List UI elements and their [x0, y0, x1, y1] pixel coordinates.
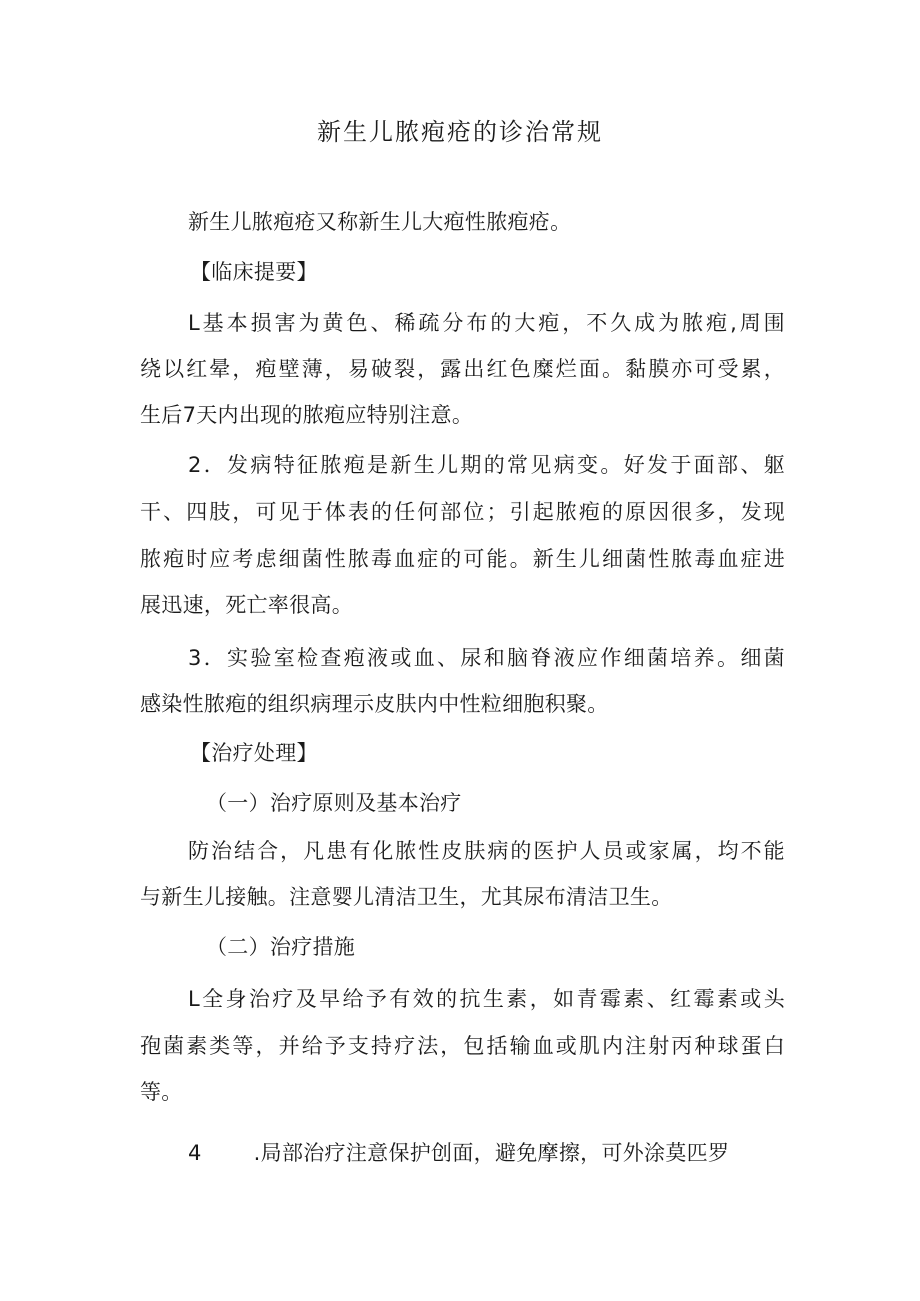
section-heading-treatment: 【治疗处理】 — [190, 741, 318, 765]
paragraph-2-line-4: 展迅速，死亡率很高。 — [140, 593, 353, 617]
list-number: 4 — [188, 1141, 202, 1165]
paragraph-1-line-3: 生后7天内出现的脓疱应特别注意。 — [140, 403, 474, 427]
paragraph-5-line-1: L全身治疗及早给予有效的抗生素，如青霉素、红霉素或头 — [188, 987, 785, 1011]
subheading-principles: （一）治疗原则及基本治疗 — [206, 791, 462, 815]
document-title: 新生儿脓疱疮的诊治常规 — [317, 118, 603, 146]
paragraph-4-line-1: 防治结合，凡患有化脓性皮肤病的医护人员或家属，均不能 — [188, 839, 785, 863]
subheading-measures: （二）治疗措施 — [206, 935, 356, 959]
paragraph-3-line-1: 3．实验室检查疱液或血、尿和脑脊液应作细菌培养。细菌 — [188, 646, 785, 670]
section-heading-clinical: 【临床提要】 — [190, 260, 318, 284]
paragraph-1-line-1: L基本损害为黄色、稀疏分布的大疱，不久成为脓疱,周围 — [188, 311, 785, 335]
paragraph-5-line-3: 等。 — [140, 1080, 183, 1104]
paragraph-5-line-2: 孢菌素类等，并给予支持疗法，包括输血或肌内注射丙种球蛋白 — [140, 1034, 785, 1058]
paragraph-2-line-1: 2．发病特征脓疱是新生儿期的常见病变。好发于面部、躯 — [188, 453, 785, 477]
paragraph-6-text: .局部治疗注意保护创面，避免摩擦，可外涂莫匹罗 — [253, 1141, 730, 1165]
intro-paragraph: 新生儿脓疱疮又称新生儿大疱性脓疱疮。 — [188, 210, 572, 234]
paragraph-6-line-1 — [188, 1138, 785, 1168]
paragraph-2-line-3: 脓疱时应考虑细菌性脓毒血症的可能。新生儿细菌性脓毒血症进 — [140, 547, 785, 571]
paragraph-3-line-2: 感染性脓疱的组织病理示皮肤内中性粒细胞积聚。 — [140, 692, 609, 716]
paragraph-1-line-2: 绕以红晕，疱壁薄，易破裂，露出红色糜烂面。黏膜亦可受累， — [140, 357, 785, 381]
paragraph-4-line-2: 与新生儿接触。注意婴儿清洁卫生，尤其尿布清洁卫生。 — [140, 885, 673, 909]
paragraph-2-line-2: 干、四肢，可见于体表的任何部位；引起脓疱的原因很多，发现 — [140, 500, 785, 524]
